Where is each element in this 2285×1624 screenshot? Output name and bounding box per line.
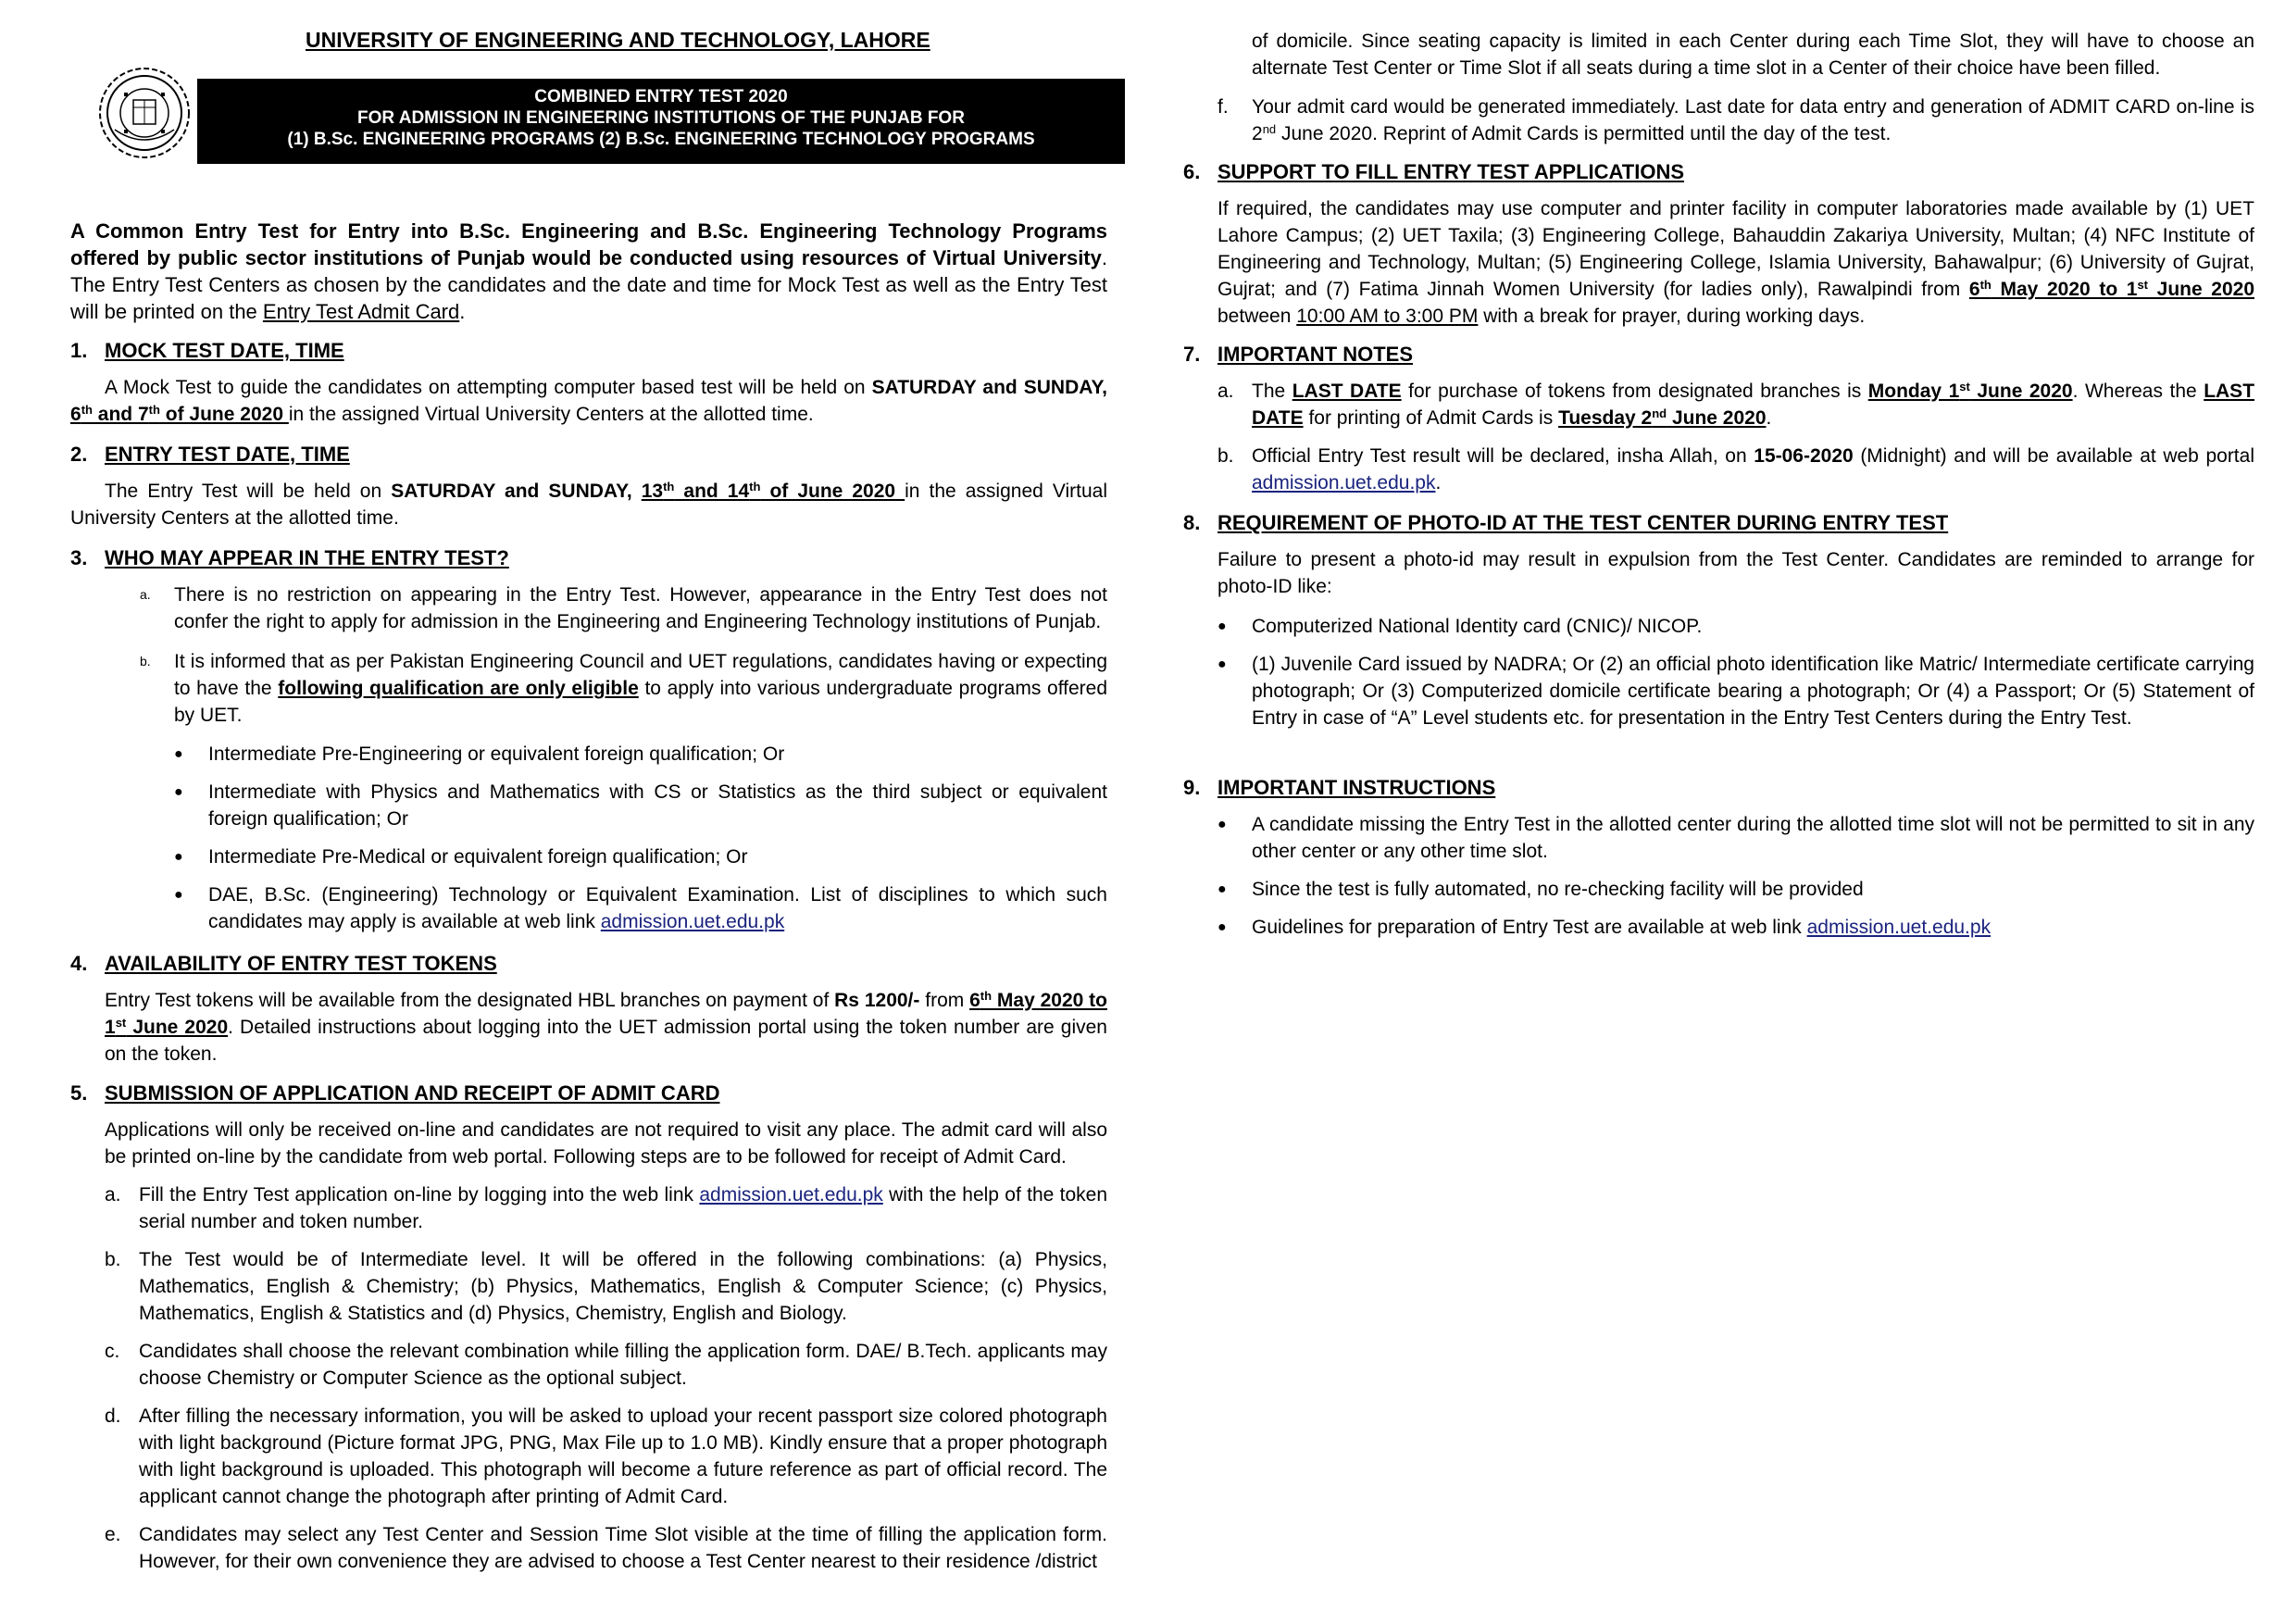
item-text: Since the test is fully automated, no re-checking facility will be provided — [1252, 879, 1864, 900]
item-marker: a. — [140, 587, 151, 602]
date: June 2020 — [1969, 381, 2073, 402]
item-marker: e. — [105, 1524, 121, 1545]
sup: th — [1979, 278, 1992, 292]
date: and 14 — [674, 481, 750, 502]
sup: st — [2137, 278, 2149, 292]
banner-line-1: COMBINED ENTRY TEST 2020 — [534, 87, 788, 106]
item-text — [139, 1181, 1107, 1235]
sup: th — [749, 480, 761, 493]
list-item — [174, 741, 1107, 768]
list-item — [174, 779, 1107, 832]
item-text — [1252, 94, 2254, 147]
item-text — [1252, 443, 2254, 496]
qualification-list — [174, 741, 1107, 935]
text: in the assigned Virtual University Centers at the allotted time. — [70, 481, 1108, 529]
date: Tuesday 2 — [1558, 407, 1653, 429]
text: It is informed that as per Pakistan Engineering Council and UET regulations, candidates having or expecting to have the — [174, 651, 1107, 699]
section-2-heading — [70, 441, 1107, 468]
support-dates — [1969, 279, 2254, 300]
date: 1 — [105, 1017, 116, 1038]
text: between — [1217, 306, 1297, 327]
text: with the help of the token serial number and token number. — [139, 1184, 1107, 1232]
sup: nd — [1262, 122, 1277, 136]
section-title: ENTRY TEST DATE, TIME — [105, 443, 350, 466]
intro-bold: A Common Entry Test for Entry into B.Sc. Engineering and B.Sc. Engineering Technology Programs offered by public sector institutions of Punjab would be conducted using resources of Virtual University — [70, 219, 1107, 269]
text: to apply into various undergraduate programs offered by UET. — [174, 678, 1108, 726]
text: June 2020. Reprint of Admit Cards is permitted until the day of the test. — [1276, 123, 1892, 144]
header-banner — [197, 79, 1125, 164]
date: 6 — [969, 990, 980, 1011]
days: SATURDAY and SUNDAY, — [391, 481, 642, 502]
date: June 2020 — [2148, 279, 2254, 300]
intro-end: . — [459, 300, 466, 323]
bullet-icon: ● — [1217, 881, 1227, 897]
mock-dates — [70, 404, 289, 425]
university-title: UNIVERSITY OF ENGINEERING AND TECHNOLOGY, LAHORE — [306, 28, 930, 52]
bullet-icon: ● — [174, 784, 183, 800]
section-2-text — [70, 478, 1107, 531]
step-a — [105, 1181, 1107, 1235]
list-item — [1217, 876, 2254, 903]
item-text — [1252, 914, 2254, 941]
item-text: Intermediate Pre-Medical or equivalent foreign qualification; Or — [208, 846, 748, 868]
result-date: 15-06-2020 — [1754, 445, 1854, 467]
intro-admit-card: Entry Test Admit Card — [262, 300, 460, 323]
instructions-list — [1217, 811, 2254, 941]
text: for printing of Admit Cards is — [1303, 407, 1559, 429]
text: . Whereas the — [2072, 381, 2204, 402]
date: 6 — [70, 404, 81, 425]
text: in the assigned Virtual University Centers at the allotted time. — [288, 404, 814, 425]
step-b — [105, 1246, 1107, 1327]
text: Your admit card would be generated immediately. Last date for data entry and generation of ADMIT CARD on-line is 2 — [1252, 96, 2254, 144]
text: . — [1435, 472, 1442, 493]
item-text: Intermediate with Physics and Mathematics with CS or Statistics as the third subject or equivalent foreign qualification; Or — [208, 781, 1107, 830]
item-text — [1252, 378, 2254, 431]
item-text: There is no restriction on appearing in the Entry Test. However, appearance in the Entry Test does not confer the right to apply for admission in the Engineering and Engineering Technology institutions of Punjab. — [174, 584, 1107, 632]
item-text: A candidate missing the Entry Test in the allotted center during the allotted time slot will not be permitted to sit in any other center or any other time slot. — [1252, 814, 2254, 862]
text: Guidelines for preparation of Entry Test are available at web link — [1252, 917, 1807, 938]
step-d — [105, 1403, 1107, 1510]
section-title: WHO MAY APPEAR IN THE ENTRY TEST? — [105, 546, 509, 569]
section-3-heading — [70, 544, 1107, 571]
date: and 7 — [92, 404, 149, 425]
admit-card-last-date — [1558, 407, 1766, 429]
days: SATURDAY and SUNDAY, — [871, 377, 1107, 398]
date: May 2020 to 1 — [1991, 279, 2138, 300]
text-underlined: LAST DATE — [1252, 381, 2255, 429]
item-text — [208, 881, 1107, 935]
item-marker: b. — [105, 1249, 121, 1270]
text: from — [919, 990, 970, 1011]
item-text: The Test would be of Intermediate level. It will be offered in the following combinations: (a) Physics, Mathematics, English & Chemistry; (b) Physics, Mathematics, English & Computer Science; (c) Physics, Mathematics, English & Statistics and (d) Physics, Chemistry, English and Biology. — [139, 1249, 1107, 1324]
step-e — [105, 1521, 1107, 1575]
sup: th — [980, 989, 993, 1003]
step-e-continued: of domicile. Since seating capacity is limited in each Center during each Time Slot, they will have to choose an alternate Test Center or Time Slot if all seats during a time slot in a Center of their choice have been filled. — [1252, 31, 2254, 79]
section-number: 4. — [70, 952, 88, 975]
item-text — [174, 648, 1107, 729]
section-number: 9. — [1183, 776, 1201, 799]
section-title: SUBMISSION OF APPLICATION AND RECEIPT OF ADMIT CARD — [105, 1081, 720, 1105]
bullet-icon: ● — [174, 887, 183, 903]
item-text: After filling the necessary information, you will be asked to upload your recent passport size colored photograph with light background (Picture format JPG, PNG, Max File up to 1.0 MB). Kindly ensure that a proper photograph with light background is uploaded. This photograph will become a future reference as part of official record. The applicant cannot change the photograph after printing of Admit Card. — [139, 1405, 1107, 1507]
item-marker: c. — [105, 1341, 120, 1362]
item-marker: a. — [1217, 381, 1234, 402]
section-5-heading — [70, 1080, 1107, 1106]
date: of June 2020 — [760, 481, 905, 502]
section-number: 6. — [1183, 160, 1201, 183]
section-title: IMPORTANT INSTRUCTIONS — [1217, 776, 1496, 799]
text: . — [1766, 407, 1772, 429]
section-3-item-b — [140, 648, 1107, 729]
date: of June 2020 — [159, 404, 289, 425]
section-number: 8. — [1183, 511, 1201, 534]
entry-test-dates — [642, 481, 905, 502]
token-fee: Rs 1200/- — [834, 990, 920, 1011]
section-8-intro: Failure to present a photo-id may result in expulsion from the Test Center. Candidates are reminded to arrange for photo-ID like: — [1217, 549, 2254, 597]
section-title: SUPPORT TO FILL ENTRY TEST APPLICATIONS — [1217, 160, 1685, 183]
item-text: Computerized National Identity card (CNIC)/ NICOP. — [1252, 616, 1703, 637]
sup: nd — [1652, 406, 1667, 420]
text: If required, the candidates may use computer and printer facility in computer laboratories made available by (1) UET Lahore Campus; (2) UET Taxila; (3) Engineering College, Bahauddin Zakariya University, Multan; (4) NFC Institute of Engineering and Technology, Multan; (5) Engineering College, Islamia University, Bahawalpur; (6) University of Gujrat, Gujrat; and (7) Fatima Jinnah Women University (for ladies only), Rawalpindi from — [1217, 198, 2254, 300]
section-1-heading — [70, 337, 1107, 364]
text: for purchase of tokens from designated branches is — [1401, 381, 1868, 402]
bullet-icon: ● — [1217, 656, 1227, 672]
text-underlined: LAST DATE — [1292, 381, 1402, 402]
item-text: (1) Juvenile Card issued by NADRA; Or (2) an official photo identification like Matric/ Intermediate certificate carrying photograph; Or (3) Computerized domicile certificate bearing a photograph; Or (4) a Passport; Or (5) Statement of Entry in case of “A” Level students etc. for presentation in the Entry Test Centers during the Entry Test. — [1252, 654, 2254, 729]
text: . Detailed instructions about logging into the UET admission portal using the token number are given on the token. — [105, 1017, 1107, 1065]
section-5-steps — [105, 1181, 1107, 1575]
text: A Mock Test to guide the candidates on attempting computer based test will be held on — [105, 377, 872, 398]
section-1-text — [70, 374, 1107, 428]
section-title: REQUIREMENT OF PHOTO-ID AT THE TEST CENTER DURING ENTRY TEST — [1217, 511, 1949, 534]
intro-paragraph — [70, 218, 1107, 325]
item-marker: b. — [1217, 445, 1234, 467]
item-text: Candidates may select any Test Center and Session Time Slot visible at the time of filling the application form. However, for their own convenience they are advised to choose a Test Center nearest to their residence /district — [139, 1524, 1107, 1572]
support-time: 10:00 AM to 3:00 PM — [1296, 306, 1479, 327]
text: (Midnight) and will be available at web portal — [1853, 445, 2254, 467]
admission-link[interactable]: admission.uet.edu.pk — [1806, 917, 1992, 938]
admission-link[interactable]: admission.uet.edu.pk — [699, 1184, 883, 1206]
section-title: MOCK TEST DATE, TIME — [105, 339, 344, 362]
section-6-text — [1217, 195, 2254, 330]
text: Entry Test tokens will be available from the designated HBL branches on payment of — [105, 990, 835, 1011]
sup: st — [115, 1016, 127, 1030]
admission-link[interactable]: admission.uet.edu.pk — [1252, 472, 1436, 493]
bullet-icon: ● — [1217, 919, 1227, 935]
admission-link[interactable]: admission.uet.edu.pk — [600, 911, 785, 932]
section-9-heading — [1183, 774, 2254, 801]
sup: th — [148, 403, 160, 417]
section-7-heading — [1183, 341, 2254, 368]
section-4-heading — [70, 950, 1107, 977]
date: Monday 1 — [1867, 381, 1960, 402]
list-item — [1217, 651, 2254, 731]
item-marker: b. — [140, 654, 151, 668]
bullet-icon: ● — [1217, 817, 1227, 832]
section-title: IMPORTANT NOTES — [1217, 343, 1414, 366]
token-last-date — [1868, 381, 2073, 402]
item-text: Intermediate Pre-Engineering or equivalent foreign qualification; Or — [208, 743, 785, 765]
text: with a break for prayer, during working days. — [1478, 306, 1866, 327]
text: The Entry Test will be held on — [105, 481, 392, 502]
item-marker: a. — [105, 1184, 121, 1206]
text: Official Entry Test result will be declared, insha Allah, on — [1252, 445, 1754, 467]
list-item — [1217, 613, 2254, 640]
list-item — [1217, 914, 2254, 941]
date: June 2020 — [126, 1017, 229, 1038]
item-text: Candidates shall choose the relevant combination while filling the application form. DAE/ B.Tech. applicants may choose Chemistry or Computer Science as the optional subject. — [139, 1341, 1107, 1389]
section-number: 7. — [1183, 343, 1201, 366]
item-marker: d. — [105, 1405, 121, 1427]
item-marker: f. — [1217, 96, 1229, 118]
section-number: 3. — [70, 546, 88, 569]
step-f — [1217, 94, 2254, 147]
text: DAE, B.Sc. (Engineering) Technology or Equivalent Examination. List of disciplines to which such candidates may apply is available at web link — [208, 884, 1107, 932]
section-number: 1. — [70, 339, 88, 362]
list-item — [174, 881, 1107, 935]
photo-id-list — [1217, 613, 2254, 731]
step-c — [105, 1338, 1107, 1392]
list-item — [1217, 811, 2254, 865]
sup: th — [663, 480, 675, 493]
section-number: 2. — [70, 443, 88, 466]
date: May 2020 to — [992, 990, 1107, 1011]
note-b — [1217, 443, 2254, 496]
banner-line-3: (1) B.Sc. ENGINEERING PROGRAMS (2) B.Sc. ENGINEERING TECHNOLOGY PROGRAMS — [287, 130, 1035, 149]
bullet-icon: ● — [1217, 618, 1227, 634]
bullet-icon: ● — [174, 746, 183, 762]
section-3-item-a — [140, 581, 1107, 635]
date: 13 — [641, 481, 664, 502]
section-4-text — [105, 987, 1107, 1068]
banner-line-2: FOR ADMISSION IN ENGINEERING INSTITUTIONS OF THE PUNJAB FOR — [357, 108, 965, 128]
text: The — [1252, 381, 1292, 402]
date: 6 — [1968, 279, 1980, 300]
text-underlined: following qualification are only eligible — [278, 678, 639, 699]
section-title: AVAILABILITY OF ENTRY TEST TOKENS — [105, 952, 497, 975]
section-6-heading — [1183, 158, 2254, 185]
list-item — [174, 843, 1107, 870]
uet-seal-logo — [96, 65, 193, 161]
note-a — [1217, 378, 2254, 431]
sup: st — [1959, 380, 1970, 394]
intro-text: . The Entry Test Centers as chosen by the candidates and the date and time for Mock Test as well as the Entry Test will be printed on the — [70, 246, 1107, 323]
section-5-intro: Applications will only be received on-line and candidates are not required to visit any place. The admit card will also be printed on-line by the candidate from web portal. Following steps are to be followed for receipt of Admit Card. — [105, 1119, 1107, 1168]
sup: th — [81, 403, 93, 417]
text: Fill the Entry Test application on-line by logging into the web link — [139, 1184, 700, 1206]
section-number: 5. — [70, 1081, 88, 1105]
section-8-heading — [1183, 509, 2254, 536]
bullet-icon: ● — [174, 849, 183, 865]
date: June 2020 — [1667, 407, 1767, 429]
